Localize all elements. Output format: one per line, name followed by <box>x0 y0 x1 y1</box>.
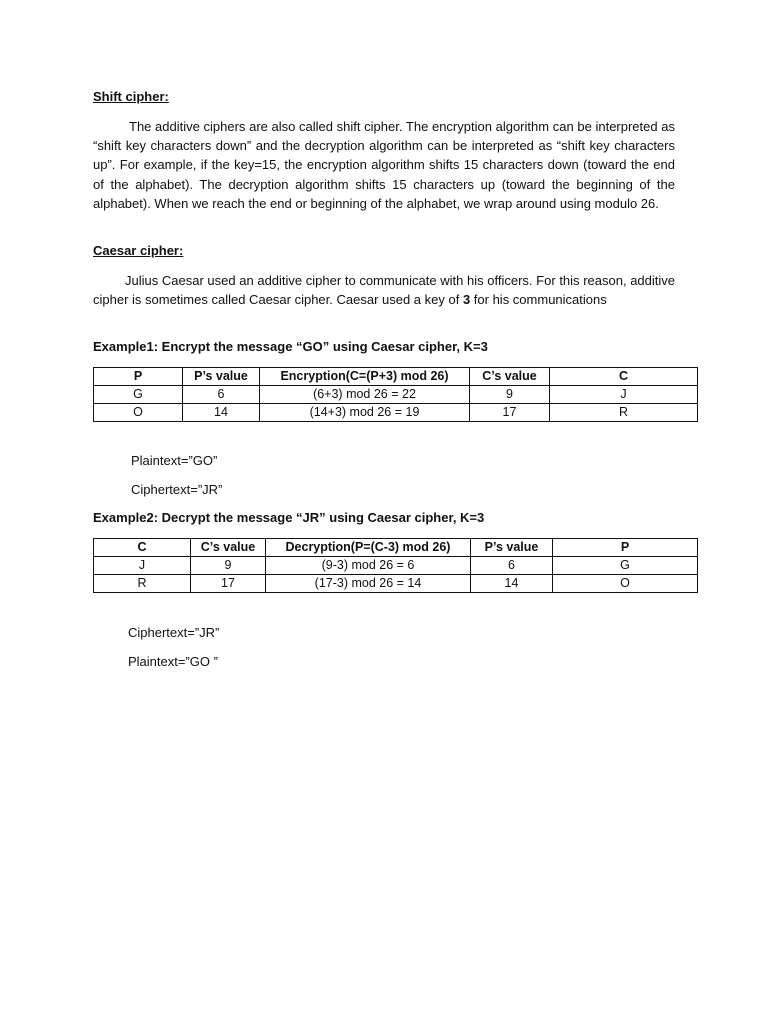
table-header-row <box>94 368 698 386</box>
table-cell: (6+3) mod 26 = 22 <box>260 386 470 404</box>
table-cell: 14 <box>471 575 553 593</box>
table-cell: G <box>94 386 183 404</box>
example1-ciphertext: Ciphertext=”JR” <box>131 482 223 497</box>
example1-title: Example1: Encrypt the message “GO” using Caesar cipher, K=3 <box>93 339 488 354</box>
table-header-cell: P <box>94 368 183 386</box>
table-header-cell: C <box>550 368 698 386</box>
example2-title: Example2: Decrypt the message “JR” using Caesar cipher, K=3 <box>93 510 485 525</box>
table-cell: J <box>94 557 191 575</box>
example2-ciphertext: Ciphertext=”JR” <box>128 625 220 640</box>
table-header-cell: Encryption(C=(P+3) mod 26) <box>260 368 470 386</box>
table-cell: 6 <box>471 557 553 575</box>
table-header-cell: P <box>553 539 698 557</box>
table-cell: O <box>553 575 698 593</box>
table-header-cell: C’s value <box>470 368 550 386</box>
caesar-cipher-heading: Caesar cipher: <box>93 243 184 258</box>
table-header-cell: Decryption(P=(C-3) mod 26) <box>266 539 471 557</box>
table-row <box>94 557 698 575</box>
table-cell: (9-3) mod 26 = 6 <box>266 557 471 575</box>
table-cell: 17 <box>191 575 266 593</box>
table-row <box>94 575 698 593</box>
caesar-paragraph-text: Julius Caesar used an additive cipher to communicate with his officers. For this reason, additive cipher is sometimes called Caesar cipher. Caesar used a key of <box>93 273 675 308</box>
table-header-row <box>94 539 698 557</box>
example1-plaintext: Plaintext=”GO” <box>131 453 218 468</box>
shift-cipher-heading: Shift cipher: <box>93 89 169 104</box>
example1-table <box>93 367 698 422</box>
caesar-key-value: 3 <box>462 292 471 308</box>
shift-cipher-paragraph: The additive ciphers are also called shift cipher. The encryption algorithm can be interpreted as “shift key characters down” and the decryption algorithm can be interpreted as “shift key characters up”. For example, if the key=15, the encryption algorithm shifts 15 characters down (toward the end of the alphabet). The decryption algorithm shifts 15 characters up (toward the beginning of the alphabet). When we reach the end or beginning of the alphabet, we wrap around using modulo 26. <box>93 119 675 211</box>
table-cell: 17 <box>470 404 550 422</box>
table-cell: 14 <box>183 404 260 422</box>
table-cell: G <box>553 557 698 575</box>
example2-table <box>93 538 698 593</box>
table-cell: J <box>550 386 698 404</box>
table-cell: (17-3) mod 26 = 14 <box>266 575 471 593</box>
caesar-paragraph-text-end: for his communications <box>470 292 607 308</box>
example2-plaintext: Plaintext=”GO ” <box>128 654 218 669</box>
table-cell: (14+3) mod 26 = 19 <box>260 404 470 422</box>
table-row <box>94 404 698 422</box>
table-header-cell: P’s value <box>183 368 260 386</box>
table-header-cell: C <box>94 539 191 557</box>
table-header-cell: C’s value <box>191 539 266 557</box>
table-cell: 9 <box>191 557 266 575</box>
table-cell: 9 <box>470 386 550 404</box>
caesar-cipher-paragraph <box>93 271 675 309</box>
table-cell: R <box>94 575 191 593</box>
table-header-cell: P’s value <box>471 539 553 557</box>
table-row <box>94 386 698 404</box>
table-cell: 6 <box>183 386 260 404</box>
table-cell: O <box>94 404 183 422</box>
table-cell: R <box>550 404 698 422</box>
